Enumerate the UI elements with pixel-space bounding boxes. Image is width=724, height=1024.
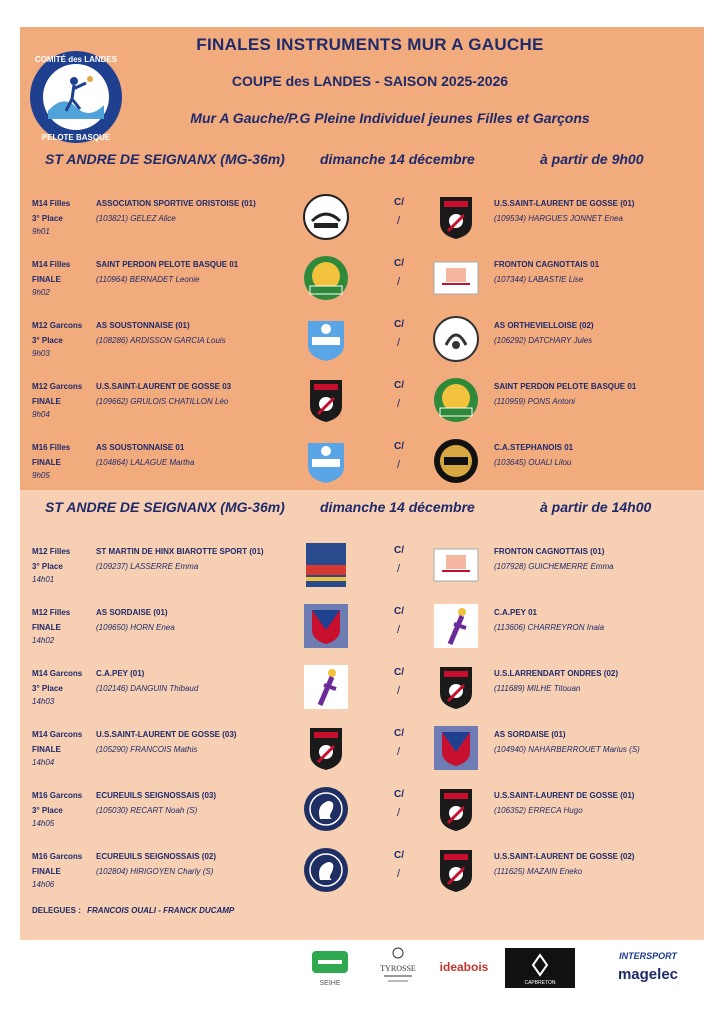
away-player: (106292) DATCHARY Jules <box>494 336 593 345</box>
match-time: 9h03 <box>32 349 50 358</box>
versus-slash: / <box>397 459 401 471</box>
away-player: (109534) HARGUES JONNET Enea <box>494 214 623 223</box>
home-player: (102804) HIRIGOYEN Charly (S) <box>96 867 214 876</box>
match-phase: FINALE <box>32 275 61 284</box>
orthevielloise-logo <box>432 315 480 363</box>
match-time: 9h04 <box>32 410 50 419</box>
sordaise-logo <box>302 602 350 650</box>
match-phase: FINALE <box>32 623 61 632</box>
versus-label: C/ <box>394 545 404 556</box>
home-team: ST MARTIN DE HINX BIAROTTE SPORT (01) <box>96 547 264 556</box>
ussl-logo <box>432 846 480 894</box>
match-phase: FINALE <box>32 458 61 467</box>
match-phase: FINALE <box>32 745 61 754</box>
session-start-time: à partir de 14h00 <box>540 499 652 515</box>
home-player: (110964) BERNADET Leonie <box>96 275 200 284</box>
page-subtitle: COUPE des LANDES - SAISON 2025-2026 <box>231 73 509 89</box>
away-player: (110959) PONS Antoni <box>494 397 575 406</box>
versus-label: C/ <box>394 197 404 208</box>
home-team: AS SOUSTONNAISE 01 <box>96 443 185 452</box>
delegates-names: FRANCOIS OUALI - FRANCK DUCAMP <box>87 906 235 915</box>
away-team: U.S.LARRENDART ONDRES (02) <box>494 669 619 678</box>
away-team: FRONTON CAGNOTTAIS (01) <box>494 547 605 556</box>
poster <box>20 27 704 940</box>
match-category: M16 Garcons <box>32 852 83 861</box>
versus-label: C/ <box>394 258 404 269</box>
session-venue: ST ANDRE DE SEIGNANX (MG-36m) <box>45 151 285 167</box>
away-player: (113606) CHARREYRON Inaia <box>494 623 605 632</box>
home-player: (109662) GRULOIS CHATILLON Léo <box>96 397 229 406</box>
oristoise-logo <box>302 193 350 241</box>
sordaise-logo <box>432 724 480 772</box>
away-team: U.S.SAINT-LAURENT DE GOSSE (01) <box>494 791 635 800</box>
renault-name: CAPBRETON <box>524 980 556 986</box>
away-player: (107928) GUICHEMERRE Emma <box>494 562 614 571</box>
match-time: 14h06 <box>32 880 55 889</box>
seihe-name: SEIHE <box>319 980 341 987</box>
ussl-logo <box>432 785 480 833</box>
home-player: (104864) LALAGUE Martha <box>96 458 195 467</box>
away-team: SAINT PERDON PELOTE BASQUE 01 <box>494 382 637 391</box>
tyrosse-logo <box>372 945 424 990</box>
stephanois-logo <box>432 437 480 485</box>
ussl-logo <box>432 193 480 241</box>
match-phase: 3° Place <box>32 806 63 815</box>
ideabois-name: ideabois <box>439 960 489 974</box>
logo-text-bottom: PELOTE BASQUE <box>41 133 111 142</box>
ecureuils-logo <box>302 785 350 833</box>
match-time: 9h01 <box>32 227 50 236</box>
match-time: 14h01 <box>32 575 55 584</box>
match-time: 14h04 <box>32 758 55 767</box>
match-time: 14h05 <box>32 819 55 828</box>
away-team: AS ORTHEVIELLOISE (02) <box>494 321 594 330</box>
versus-label: C/ <box>394 728 404 739</box>
match-phase: FINALE <box>32 867 61 876</box>
page-title: FINALES INSTRUMENTS MUR A GAUCHE <box>196 35 544 54</box>
seihe-logo <box>306 945 354 990</box>
versus-slash: / <box>397 563 401 575</box>
session-start-time: à partir de 9h00 <box>540 151 644 167</box>
match-category: M12 Garcons <box>32 321 83 330</box>
versus-slash: / <box>397 337 401 349</box>
home-team: AS SORDAISE (01) <box>96 608 168 617</box>
capey-logo <box>302 663 350 711</box>
home-player: (109237) LASSERRE Emma <box>96 562 199 571</box>
fronton-cagnottais-logo <box>432 254 480 302</box>
soustonnaise-logo <box>302 437 350 485</box>
match-category: M12 Garcons <box>32 382 83 391</box>
home-team: ASSOCIATION SPORTIVE ORISTOISE (01) <box>96 199 256 208</box>
away-team: FRONTON CAGNOTTAIS 01 <box>494 260 600 269</box>
st-martin-de-hinx-logo <box>302 541 350 589</box>
session-heading <box>20 499 704 521</box>
ideabois-logo <box>438 945 490 990</box>
away-team: U.S.SAINT-LAURENT DE GOSSE (02) <box>494 852 635 861</box>
versus-label: C/ <box>394 606 404 617</box>
home-team: U.S.SAINT-LAURENT DE GOSSE 03 <box>96 382 232 391</box>
home-team: AS SOUSTONNAISE (01) <box>96 321 190 330</box>
soustonnaise-logo <box>302 315 350 363</box>
match-time: 9h05 <box>32 471 50 480</box>
match-row <box>20 602 704 658</box>
versus-slash: / <box>397 746 401 758</box>
versus-slash: / <box>397 276 401 288</box>
match-time: 14h03 <box>32 697 55 706</box>
match-phase: FINALE <box>32 397 61 406</box>
versus-label: C/ <box>394 441 404 452</box>
session-date: dimanche 14 décembre <box>320 499 475 515</box>
session-heading <box>20 151 704 173</box>
match-row <box>20 376 704 432</box>
match-row <box>20 541 704 597</box>
versus-label: C/ <box>394 789 404 800</box>
versus-label: C/ <box>394 850 404 861</box>
match-row <box>20 785 704 841</box>
away-team: C.A.PEY 01 <box>494 608 537 617</box>
match-row <box>20 315 704 371</box>
away-player: (111689) MILHE Titouan <box>494 684 581 693</box>
match-time: 9h02 <box>32 288 50 297</box>
capey-logo <box>432 602 480 650</box>
versus-slash: / <box>397 685 401 697</box>
session-date: dimanche 14 décembre <box>320 151 475 167</box>
versus-slash: / <box>397 624 401 636</box>
saint-perdon-logo <box>432 376 480 424</box>
match-phase: 3° Place <box>32 214 63 223</box>
versus-label: C/ <box>394 319 404 330</box>
ussl-logo <box>302 724 350 772</box>
away-team: C.A.STEPHANOIS 01 <box>494 443 574 452</box>
home-player: (108286) ARDISSON GARCIA Louis <box>96 336 226 345</box>
match-category: M14 Garcons <box>32 669 83 678</box>
ussl-logo <box>432 663 480 711</box>
match-row <box>20 846 704 902</box>
home-team: SAINT PERDON PELOTE BASQUE 01 <box>96 260 239 269</box>
match-category: M16 Garcons <box>32 791 83 800</box>
ussl-logo <box>302 376 350 424</box>
home-team: ECUREUILS SEIGNOSSAIS (02) <box>96 852 217 861</box>
match-row <box>20 663 704 719</box>
home-player: (105030) RECART Noah (S) <box>96 806 198 815</box>
match-row <box>20 254 704 310</box>
tyrosse-name: TYROSSE <box>380 964 416 973</box>
intersport-magelec-logo <box>603 945 693 990</box>
match-category: M12 Filles <box>32 547 71 556</box>
intersport-name: INTERSPORT <box>619 951 677 961</box>
home-team: C.A.PEY (01) <box>96 669 145 678</box>
away-player: (106352) ERRECA Hugo <box>494 806 583 815</box>
away-team: U.S.SAINT-LAURENT DE GOSSE (01) <box>494 199 635 208</box>
match-row <box>20 193 704 249</box>
match-category: M14 Garcons <box>32 730 83 739</box>
competition-category: Mur A Gauche/P.G Pleine Individuel jeunes Filles et Garçons <box>190 110 590 126</box>
match-category: M14 Filles <box>32 260 71 269</box>
match-row <box>20 724 704 780</box>
away-player: (107344) LABASTIE Lise <box>494 275 584 284</box>
home-player: (105290) FRANCOIS Mathis <box>96 745 198 754</box>
versus-label: C/ <box>394 667 404 678</box>
away-player: (111625) MAZAIN Eneko <box>494 867 583 876</box>
versus-slash: / <box>397 215 401 227</box>
delegates <box>32 906 234 915</box>
match-row <box>20 437 704 493</box>
ecureuils-logo <box>302 846 350 894</box>
magelec-name: magelec <box>617 966 679 983</box>
poster-header <box>20 27 704 162</box>
versus-label: C/ <box>394 380 404 391</box>
renault-logo <box>505 945 575 990</box>
home-player: (103821) GELEZ Alice <box>96 214 176 223</box>
match-category: M14 Filles <box>32 199 71 208</box>
versus-slash: / <box>397 807 401 819</box>
fronton-cagnottais-logo <box>432 541 480 589</box>
match-phase: 3° Place <box>32 684 63 693</box>
home-team: ECUREUILS SEIGNOSSAIS (03) <box>96 791 217 800</box>
away-player: (103645) OUALI Lilou <box>494 458 572 467</box>
match-phase: 3° Place <box>32 336 63 345</box>
match-category: M12 Filles <box>32 608 71 617</box>
delegates-label: DELEGUES : <box>32 906 81 915</box>
sponsor-strip <box>0 945 724 995</box>
match-phase: 3° Place <box>32 562 63 571</box>
home-player: (102146) DANGUIN Thibaud <box>96 684 199 693</box>
logo-text-top: COMITÉ des LANDES <box>34 55 118 64</box>
match-category: M16 Filles <box>32 443 71 452</box>
match-time: 14h02 <box>32 636 55 645</box>
versus-slash: / <box>397 868 401 880</box>
home-player: (109650) HORN Enea <box>96 623 175 632</box>
session-venue: ST ANDRE DE SEIGNANX (MG-36m) <box>45 499 285 515</box>
saint-perdon-logo <box>302 254 350 302</box>
away-player: (104940) NAHARBERROUET Marius (S) <box>494 745 640 754</box>
away-team: AS SORDAISE (01) <box>494 730 566 739</box>
home-team: U.S.SAINT-LAURENT DE GOSSE (03) <box>96 730 237 739</box>
versus-slash: / <box>397 398 401 410</box>
comite-des-landes-logo <box>28 49 124 145</box>
